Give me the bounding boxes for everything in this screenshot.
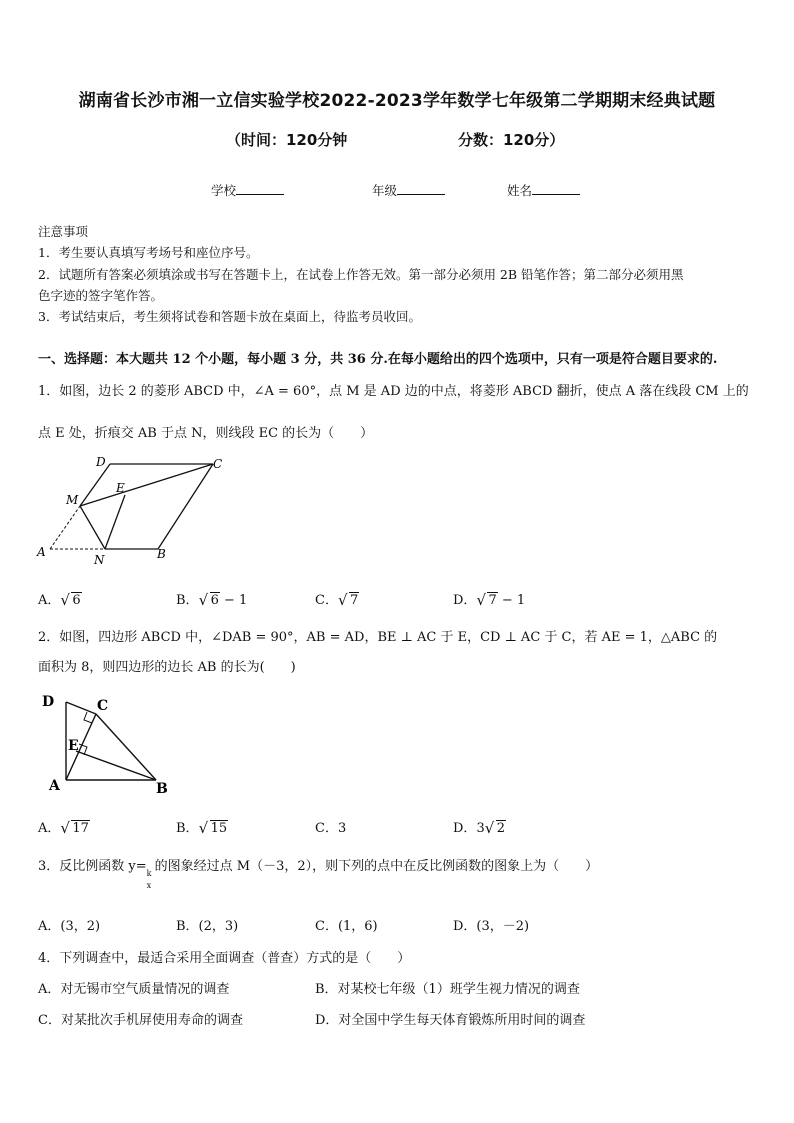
time-label: （时间：120分钟 [226,131,348,149]
q4-option-c[interactable]: C．对某批次手机屏使用寿命的调查 [38,1013,243,1028]
sqrt-symbol: √ 7 [476,593,497,608]
q1-label-a: A [37,545,46,559]
grade-label: 年级 [372,183,398,198]
q2-segment-be [76,751,156,780]
q1-label-c: C [213,457,223,471]
sqrt-symbol: √ 17 [60,821,90,836]
q1-figure-rhombus [30,452,230,567]
score-label: 分数：120分） [458,131,565,149]
sqrt-symbol: √ 6 [199,593,220,608]
q3-option-a[interactable]: A．(3，2) [38,919,101,934]
q2-label-c: C [97,698,109,714]
q1-option-a[interactable]: A．√ 6 [38,589,82,608]
sqrt-symbol: √ 15 [199,821,229,836]
note-3: 3．考试结束后，考生须将试卷和答题卡放在桌面上，待监考员收回。 [38,309,421,324]
q1-option-b[interactable]: B．√ 6 − 1 [176,589,247,608]
q1-label-e: E [116,481,125,495]
sqrt-symbol: √ 6 [60,593,81,608]
q2-edge-cb [96,714,156,780]
note-2-cont: 色字迹的签字笔作答。 [38,288,164,303]
grade-blank[interactable] [397,182,445,195]
q2-figure-quadrilateral [36,690,176,800]
q2-right-angle-c [84,712,92,723]
q3-stem: 3．反比例函数 y= k x 的图象经过点 M（－3，2），则下列的点中在反比例函数的图象上为（ ） [38,855,598,874]
q2-label-a: A [49,778,60,794]
q3-option-d[interactable]: D．(3，－2) [453,919,530,934]
q1-segment-mn [80,506,105,549]
note-1: 1．考生要认真填写考场号和座位序号。 [38,245,259,260]
q1-fold-segment-am [50,506,80,549]
q2-label-b: B [156,781,168,797]
q1-option-c[interactable]: C．√ 7 [315,589,359,608]
q3-fraction: k x [146,869,152,890]
q4-option-b[interactable]: B．对某校七年级（1）班学生视力情况的调查 [315,982,580,997]
school-blank[interactable] [236,182,284,195]
q3-option-b[interactable]: B．(2，3) [176,919,239,934]
section-heading: 一、选择题：本大题共 12 个小题，每小题 3 分，共 36 分.在每小题给出的四个选项中，只有一项是符合题目要求的. [38,352,718,367]
sqrt-symbol: √ 7 [338,593,359,608]
sqrt-symbol: √ 2 [485,821,506,836]
q2-edge-dc [66,702,96,714]
q2-option-b[interactable]: B．√ 15 [176,817,228,836]
q1-segment-mc [80,464,213,506]
name-blank[interactable] [532,182,580,195]
q4-option-a[interactable]: A．对无锡市空气质量情况的调查 [38,982,230,997]
name-label: 姓名 [507,183,533,198]
grade-field [372,181,445,199]
q2-line2: 面积为 8，则四边形的边长 AB 的长为( ) [38,660,296,675]
q1-label-m: M [66,493,79,507]
q3-option-c[interactable]: C．(1，6) [315,919,378,934]
q4-option-d[interactable]: D．对全国中学生每天体育锻炼所用时间的调查 [315,1013,586,1028]
exam-title: 湖南省长沙市湘一立信实验学校2022-2023学年数学七年级第二学期期末经典试题 [78,91,716,111]
q1-segment-ne [105,495,125,549]
notes-title: 注意事项 [38,224,89,239]
q2-label-e: E [68,738,79,754]
school-label: 学校 [211,183,237,198]
q2-line1: 2．如图，四边形 ABCD 中，∠DAB = 90°，AB = AD，BE ⊥ AC 于 E，CD ⊥ AC 于 C，若 AE = 1，△ABC 的 [38,630,718,645]
q1-label-b: B [157,547,166,561]
name-field [507,181,580,199]
q1-line1: 1．如图，边长 2 的菱形 ABCD 中，∠A = 60°，点 M 是 AD 边的中点，将菱形 ABCD 翻折，使点 A 落在线段 CM 上的 [38,384,749,399]
q4-stem: 4．下列调查中，最适合采用全面调查（普查）方式的是（ ） [38,951,411,966]
school-field [211,181,284,199]
q2-option-a[interactable]: A．√ 17 [38,817,90,836]
q1-label-n: N [94,553,105,567]
q2-option-d[interactable]: D．3√ 2 [453,817,506,836]
q1-edge-cb [158,464,213,549]
q1-option-d[interactable]: D．√ 7 − 1 [453,589,525,608]
note-2: 2．试题所有答案必须填涂或书写在答题卡上，在试卷上作答无效。第一部分必须用 2B 铅笔作答；第二部分必须用黑 [38,267,684,282]
q2-label-d: D [42,694,55,710]
q1-edge-md [80,464,110,506]
q2-option-c[interactable]: C．3 [315,821,347,836]
q1-line2: 点 E 处，折痕交 AB 于点 N，则线段 EC 的长为（ ） [38,426,374,441]
q1-label-d: D [96,455,106,469]
